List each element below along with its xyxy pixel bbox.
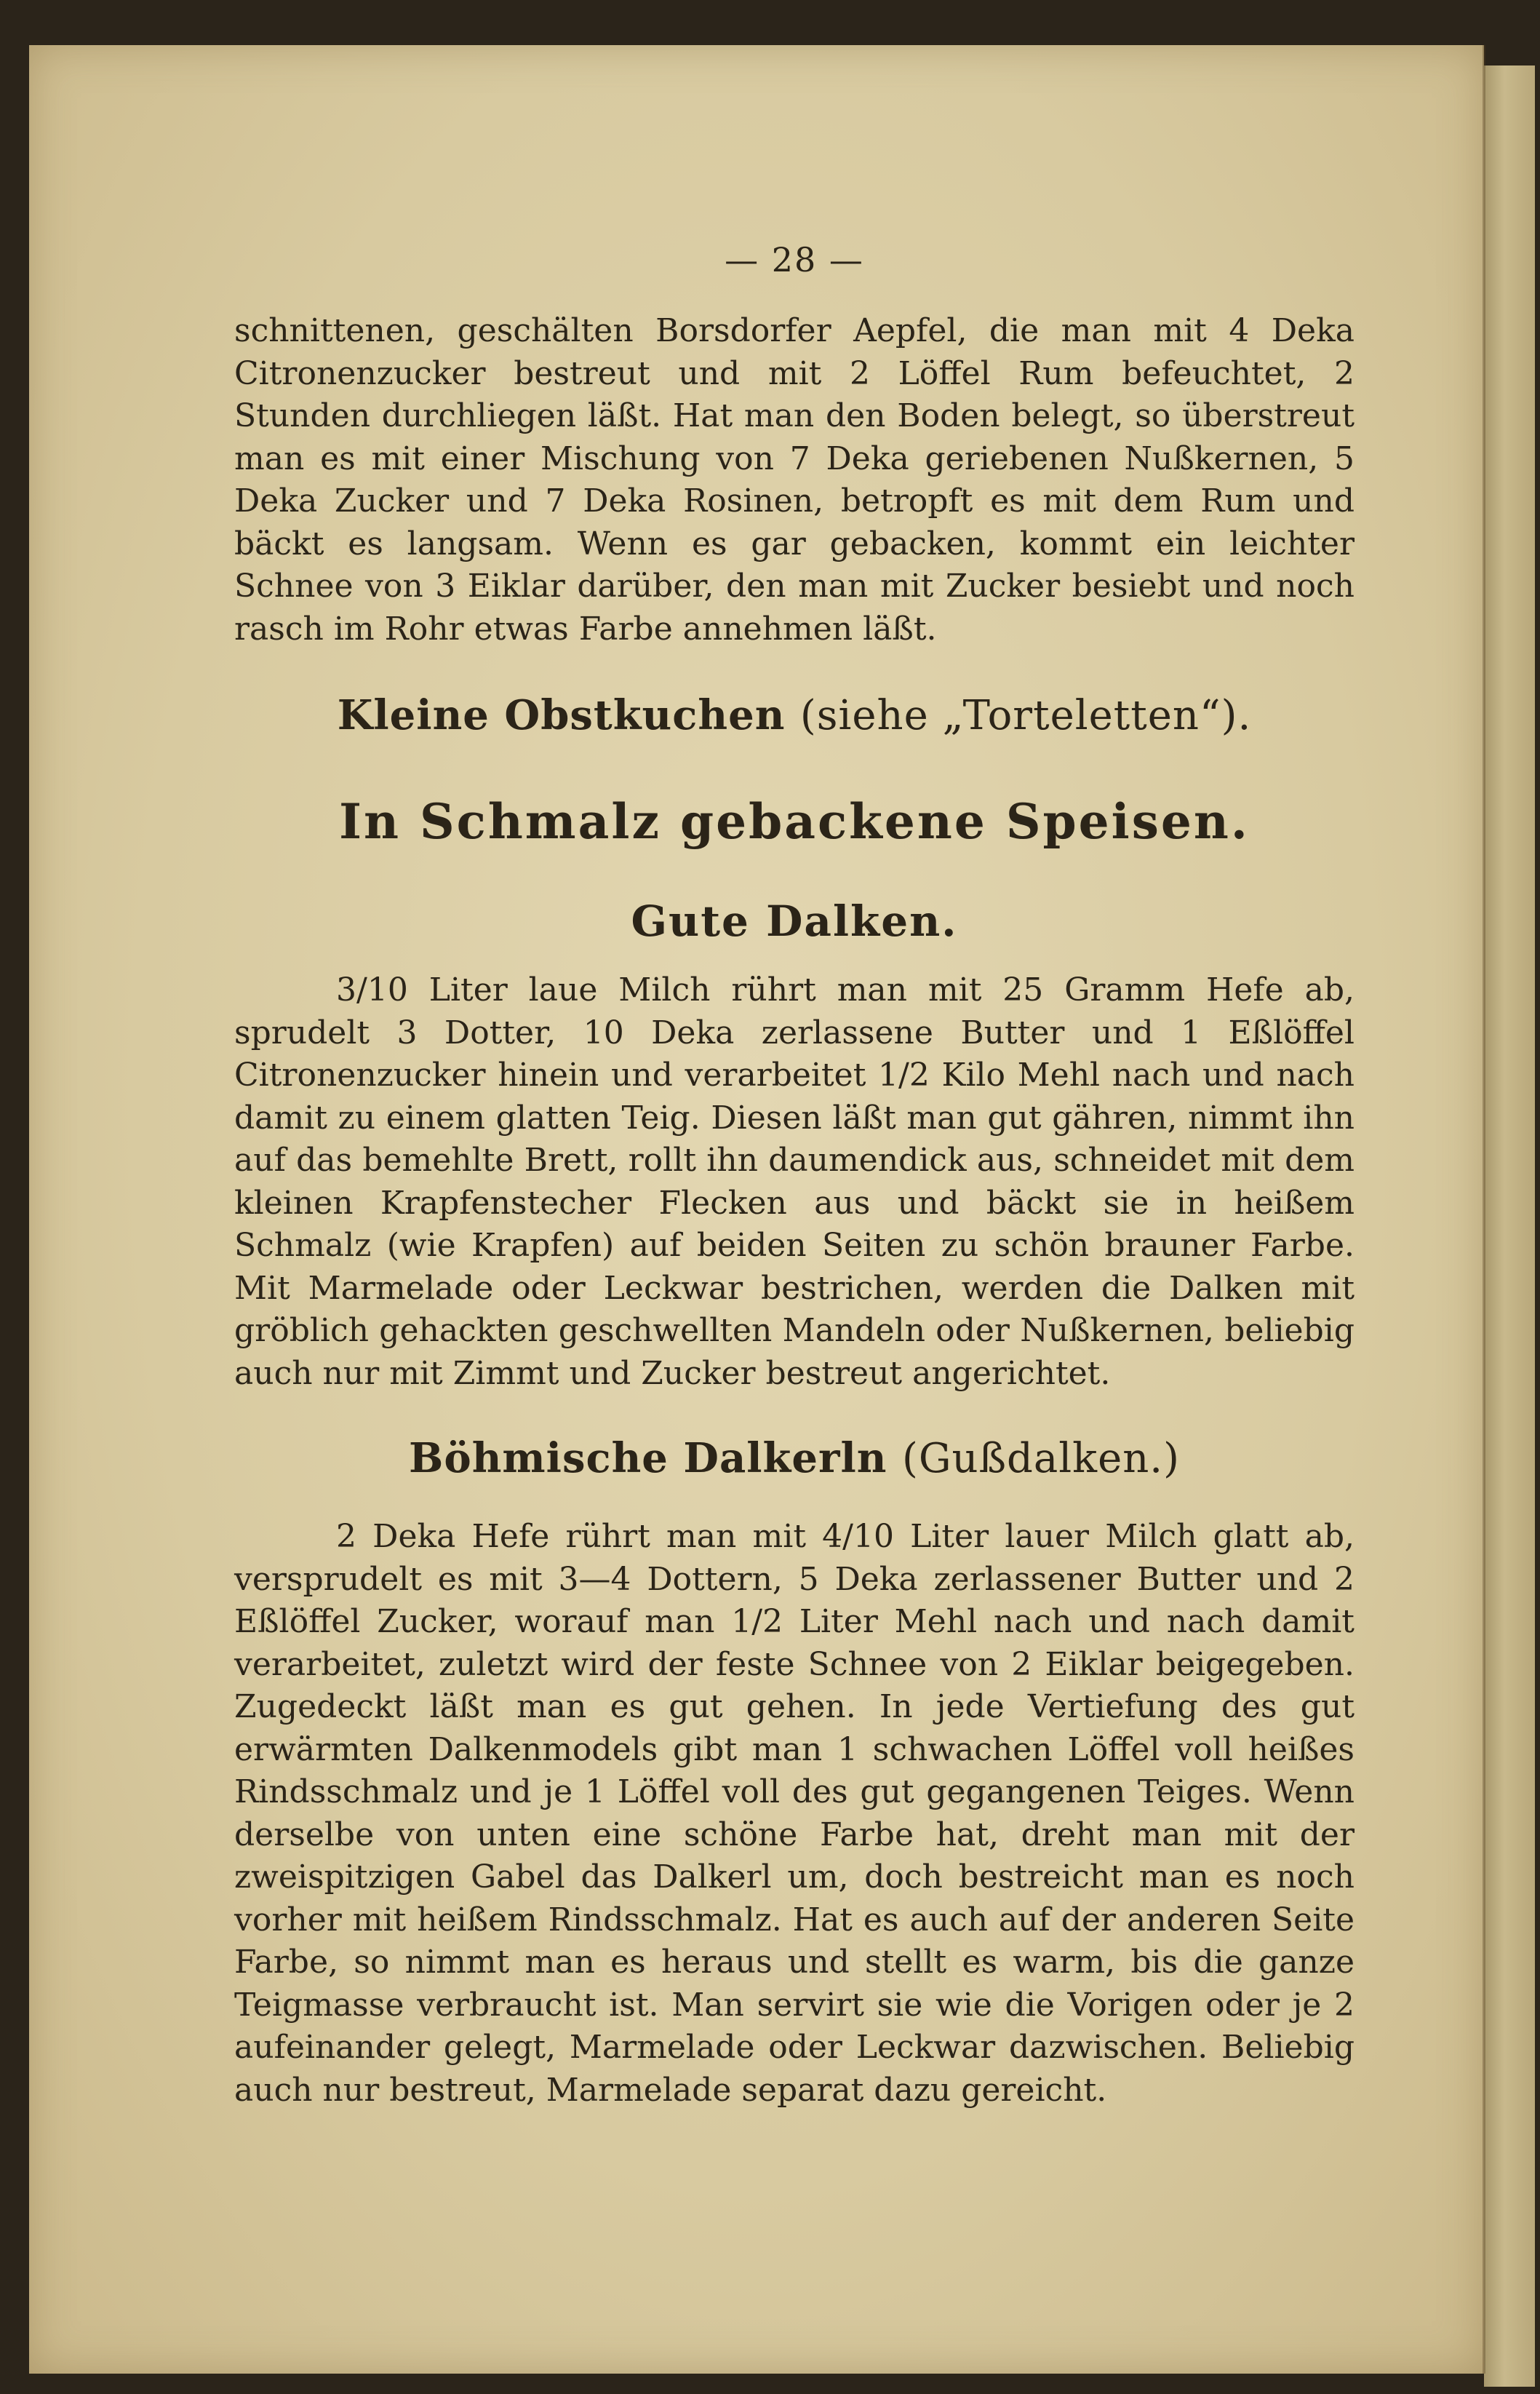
next-page-edge: [1484, 65, 1535, 2387]
heading-gute-dalken: Gute Dalken.: [631, 896, 958, 946]
page-fold: [1483, 45, 1485, 2374]
page-number: — 28 —: [725, 240, 864, 279]
heading-boehmische-dalkerln-title: Böhmische Dalkerln: [409, 1434, 887, 1482]
heading-boehmische-dalkerln: [234, 1434, 1355, 1482]
recipe-boehmische-dalkerln-paragraph: 2 Deka Hefe rührt man mit 4/10 Liter lauer Milch glatt ab, versprudelt es mit 3—4 Dottern, 5 Deka zerlassener Butter und 2 Eßlöffel Zucker, worauf man 1/2 Liter Mehl nach und nach damit verarbeitet, zuletzt wird der feste Schnee von 2 Eiklar beigegeben. Zugedeckt läßt man es gut gehen. In jede Vertiefung des gut erwärmten Dalkenmodels gibt man 1 schwachen Löffel voll heißes Rindsschmalz und je 1 Löffel voll des gut gegangenen Teiges. Wenn derselbe von unten eine schöne Farbe hat, dreht man mit der zweispitzigen Gabel das Dalkerl um, doch bestreicht man es noch vorher mit heißem Rindsschmalz. Hat es auch auf der anderen Seite Farbe, so nimmt man es heraus und stellt es warm, bis die ganze Teigmasse verbraucht ist. Man servirt sie wie die Vorigen oder je 2 aufeinander gelegt, Marmelade oder Leckwar dazwischen. Beliebig auch nur bestreut, Marmelade separat dazu gereicht.: [234, 1518, 1355, 2109]
heading-kleine-obstkuchen-title: Kleine Obstkuchen: [337, 691, 786, 739]
page-content: [234, 240, 1355, 2112]
heading-boehmische-dalkerln-note: (Gußdalken.): [901, 1435, 1180, 1482]
recipe-continuation-paragraph: schnittenen, geschälten Borsdorfer Aepfel, die man mit 4 Deka Citronenzucker bestreut und mit 2 Löffel Rum befeuchtet, 2 Stunden durchliegen läßt. Hat man den Boden belegt, so überstreut man es mit einer Mischung von 7 Deka geriebenen Nußkernen, 5 Deka Zucker und 7 Deka Rosinen, betropft es mit dem Rum und bäckt es langsam. Wenn es gar gebacken, kommt ein leichter Schnee von 3 Eiklar darüber, den man mit Zucker besiebt und noch rasch im Rohr etwas Farbe annehmen läßt.: [234, 312, 1355, 648]
section-title: In Schmalz gebackene Speisen.: [339, 793, 1250, 850]
recipe-gute-dalken-paragraph: 3/10 Liter laue Milch rührt man mit 25 Gramm Hefe ab, sprudelt 3 Dotter, 10 Deka zerlassene Butter und 1 Eßlöffel Citronenzucker hinein und verarbeitet 1/2 Kilo Mehl nach und nach damit zu einem glatten Teig. Diesen läßt man gut gähren, nimmt ihn auf das bemehlte Brett, rollt ihn daumendick aus, schneidet mit dem kleinen Krapfenstecher Flecken aus und bäckt sie in heißem Schmalz (wie Krapfen) auf beiden Seiten zu schön brauner Farbe. Mit Marmelade oder Leckwar bestrichen, werden die Dalken mit gröblich gehackten geschwellten Mandeln oder Nußkernen, beliebig auch nur mit Zimmt und Zucker bestreut angerichtet.: [234, 971, 1355, 1392]
heading-kleine-obstkuchen-note: (siehe „Torteletten“).: [799, 692, 1252, 739]
heading-kleine-obstkuchen: [234, 691, 1355, 739]
